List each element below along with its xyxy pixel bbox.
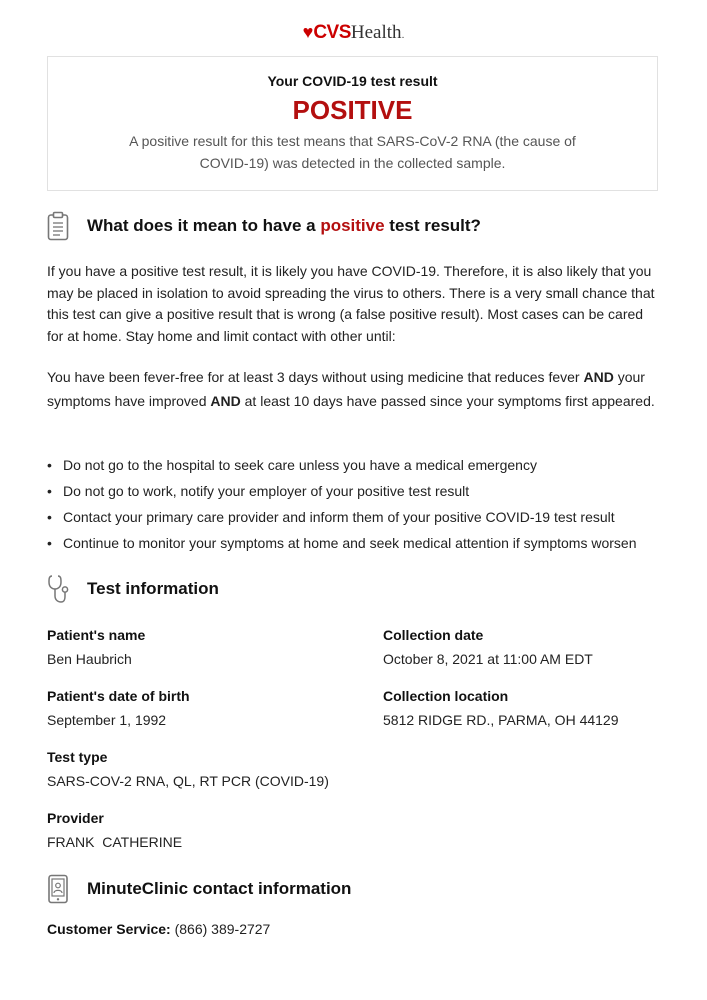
meaning-section-header xyxy=(47,210,481,242)
customer-service-phone[interactable]: (866) 389-2727 xyxy=(174,921,271,937)
isolation-paragraph: You have been fever-free for at least 3 days without using medicine that reduces fever AND your symptoms have improved AND at least 10 days have passed since your symptoms first appeared. xyxy=(47,369,655,409)
result-status: POSITIVE xyxy=(292,95,413,125)
heart-logo-icon: ♥ xyxy=(302,22,314,42)
list-item: • Contact your primary care provider and inform them of your positive COVID-19 test result xyxy=(47,504,677,530)
test-info-section-header xyxy=(47,573,219,605)
stethoscope-icon xyxy=(47,574,69,604)
contact-section-title: MinuteClinic contact information xyxy=(87,879,352,898)
meaning-paragraph: If you have a positive test result, it is likely you have COVID-19. Therefore, it is also likely that you may be placed in isolation to avoid spreading the virus to others. There is a very small chance that this test can give a positive result that is wrong (a false positive result). Most cases can be cared for at home. Stay home and limit contact with other until: xyxy=(47,263,655,344)
list-item: • Do not go to work, notify your employer of your positive test result xyxy=(47,478,677,504)
contact-section-header xyxy=(47,873,351,905)
list-item: • Continue to monitor your symptoms at home and seek medical attention if symptoms worsen xyxy=(47,530,677,556)
meaning-section-title: What does it mean to have a positive test result? xyxy=(87,216,481,235)
result-description: A positive result for this test means that SARS-CoV-2 RNA (the cause of COVID-19) was detected in the collected sample. xyxy=(129,133,576,171)
test-info-title: Test information xyxy=(87,579,219,598)
customer-service-label: Customer Service: xyxy=(47,921,171,937)
test-type-field: Test type SARS-COV-2 RNA, QL, RT PCR (COVID-19) xyxy=(47,749,329,789)
positive-highlight: positive xyxy=(320,216,385,235)
date-of-birth-field: Patient's date of birth September 1, 1992 xyxy=(47,688,190,728)
clipboard-icon xyxy=(47,211,69,241)
collection-location-field: Collection location 5812 RIDGE RD., PARMA, OH 44129 xyxy=(383,688,619,728)
result-heading: Your COVID-19 test result xyxy=(267,73,438,89)
mobile-phone-icon xyxy=(47,874,69,904)
collection-date-field: Collection date October 8, 2021 at 11:00 AM EDT xyxy=(383,627,593,667)
provider-field: Provider FRANK CATHERINE xyxy=(47,810,183,850)
list-item: • Do not go to the hospital to seek care unless you have a medical emergency xyxy=(47,452,677,478)
logo-mark: . xyxy=(401,30,405,41)
logo-health-text: Health xyxy=(350,22,402,43)
test-result-card xyxy=(47,56,658,191)
patient-name-field: Patient's name Ben Haubrich xyxy=(47,627,146,667)
customer-service-line xyxy=(47,921,270,937)
guidance-list xyxy=(47,452,677,556)
logo-brand-text: CVS xyxy=(313,22,351,43)
cvs-health-logo xyxy=(0,20,707,48)
